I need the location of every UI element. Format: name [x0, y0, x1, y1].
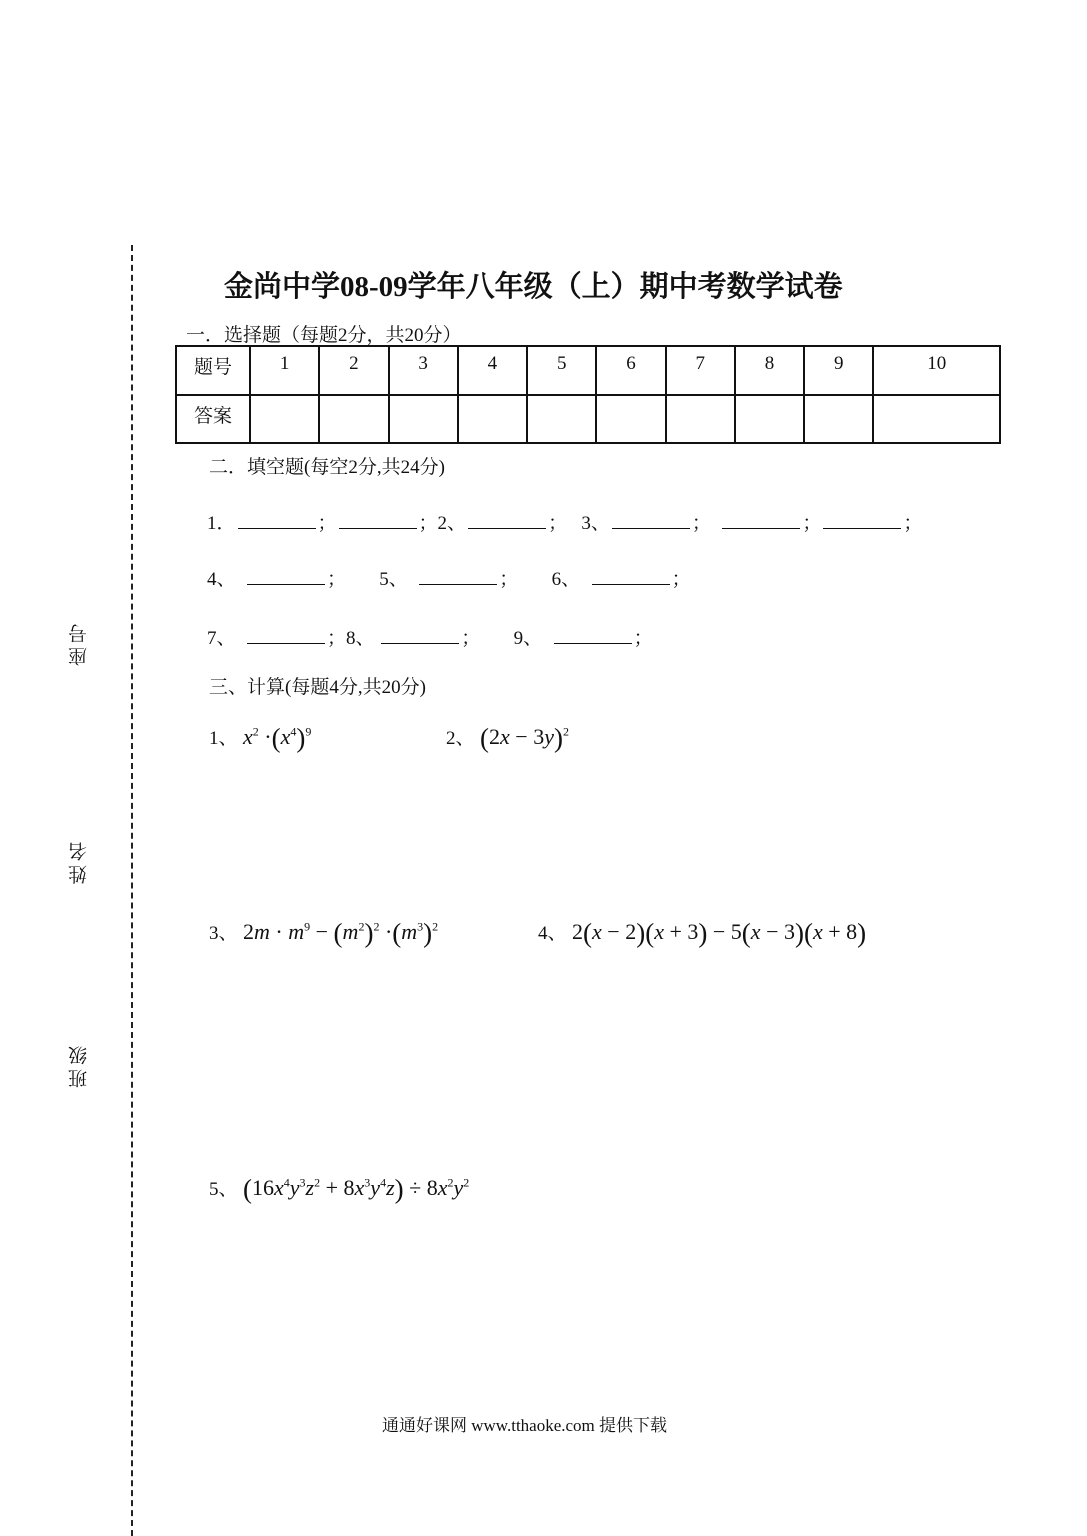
footer-credit: 通通好课网 www.tthaoke.com 提供下载	[382, 1416, 668, 1435]
question-number-cell: 9	[804, 346, 873, 395]
calc-question-5: 5、 $(16x^4y^3z^2 + 8x^3y^4z) \div 8x^2y^2$	[209, 1174, 470, 1204]
question-number-cell: 5	[527, 346, 596, 395]
blank-label-6: 6、	[551, 569, 581, 590]
blank-label-4: 4、	[207, 569, 236, 590]
section2-heading: 二．填空题(每空2分,共24分)	[209, 457, 445, 478]
student-name-label: 姓名	[69, 838, 90, 884]
calc-question-3: 3、 $2m \cdot m^9 - (m^2)^2 \cdot(m^3)^2$	[209, 918, 439, 948]
question-number: 2、	[446, 728, 475, 749]
calc-question-1: 1、 $x^2 \cdot(x^4)^9$	[209, 723, 312, 753]
question-number: 5、	[209, 1179, 238, 1200]
blank-label-8: 8、	[346, 628, 375, 649]
answer-blank[interactable]	[238, 511, 316, 529]
blank-label-7: 7、	[207, 628, 236, 649]
fill-row-2: 4、 ； 5、 ； 6、 ；	[207, 569, 691, 590]
question-number-cell: 3	[389, 346, 458, 395]
question-number-cell: 2	[319, 346, 388, 395]
blank-label-9: 9、	[513, 628, 543, 649]
question-number-cell: 8	[735, 346, 804, 395]
question-number-cell: 1	[250, 346, 319, 395]
answer-cell[interactable]	[596, 395, 665, 444]
blank-label-2: 2、	[437, 513, 467, 534]
answer-blank[interactable]	[612, 511, 690, 529]
question-number-cell: 7	[666, 346, 735, 395]
row-header-answer: 答案	[176, 395, 250, 444]
calc-question-4: 4、 2(x − 2)(x + 3) − 5(x − 3)(x + 8)	[538, 918, 867, 948]
answer-blank[interactable]	[339, 511, 417, 529]
question-number-cell: 6	[596, 346, 665, 395]
answer-cell[interactable]	[319, 395, 388, 444]
question-number-cell: 10	[873, 346, 1000, 395]
table-row-question-numbers	[176, 346, 1000, 395]
answer-blank[interactable]	[722, 511, 800, 529]
blank-label-1: 1．	[207, 513, 236, 534]
row-header-number: 题号	[176, 346, 250, 395]
fill-row-1: 1． ； ；2、 ； 3、 ； ； ；	[207, 513, 923, 534]
exam-title: 金尚中学08-09学年八年级（上）期中考数学试卷	[224, 271, 843, 303]
answer-blank[interactable]	[823, 511, 901, 529]
answer-cell[interactable]	[873, 395, 1000, 444]
answer-cell[interactable]	[804, 395, 873, 444]
question-number: 3、	[209, 923, 238, 944]
answer-cell[interactable]	[735, 395, 804, 444]
answer-cell[interactable]	[458, 395, 527, 444]
class-label: 班级	[69, 1042, 90, 1088]
binding-dashed-line	[131, 245, 133, 1536]
blank-label-3: 3、	[581, 513, 610, 534]
question-number: 1、	[209, 728, 238, 749]
section1-heading: 一．选择题（每题2分，共20分）	[186, 325, 462, 346]
calc-question-2: 2、 $(2x - 3y)^2$	[446, 723, 569, 753]
question-number-cell: 4	[458, 346, 527, 395]
answer-cell[interactable]	[389, 395, 458, 444]
answer-cell[interactable]	[250, 395, 319, 444]
table-row-answers	[176, 395, 1000, 444]
answer-cell[interactable]	[666, 395, 735, 444]
seat-number-label: 座号	[69, 620, 90, 666]
answer-blank[interactable]	[468, 511, 546, 529]
question-number: 4、	[538, 923, 567, 944]
answer-blank[interactable]	[247, 567, 325, 585]
answer-blank[interactable]	[592, 567, 670, 585]
section3-heading: 三、计算(每题4分,共20分)	[209, 677, 426, 698]
answer-blank[interactable]	[381, 626, 459, 644]
answer-cell[interactable]	[527, 395, 596, 444]
answer-table	[175, 345, 1001, 444]
blank-label-5: 5、	[379, 569, 408, 590]
answer-blank[interactable]	[247, 626, 325, 644]
answer-blank[interactable]	[554, 626, 632, 644]
fill-row-3: 7、 ；8、 ； 9、 ；	[207, 628, 653, 649]
answer-blank[interactable]	[419, 567, 497, 585]
